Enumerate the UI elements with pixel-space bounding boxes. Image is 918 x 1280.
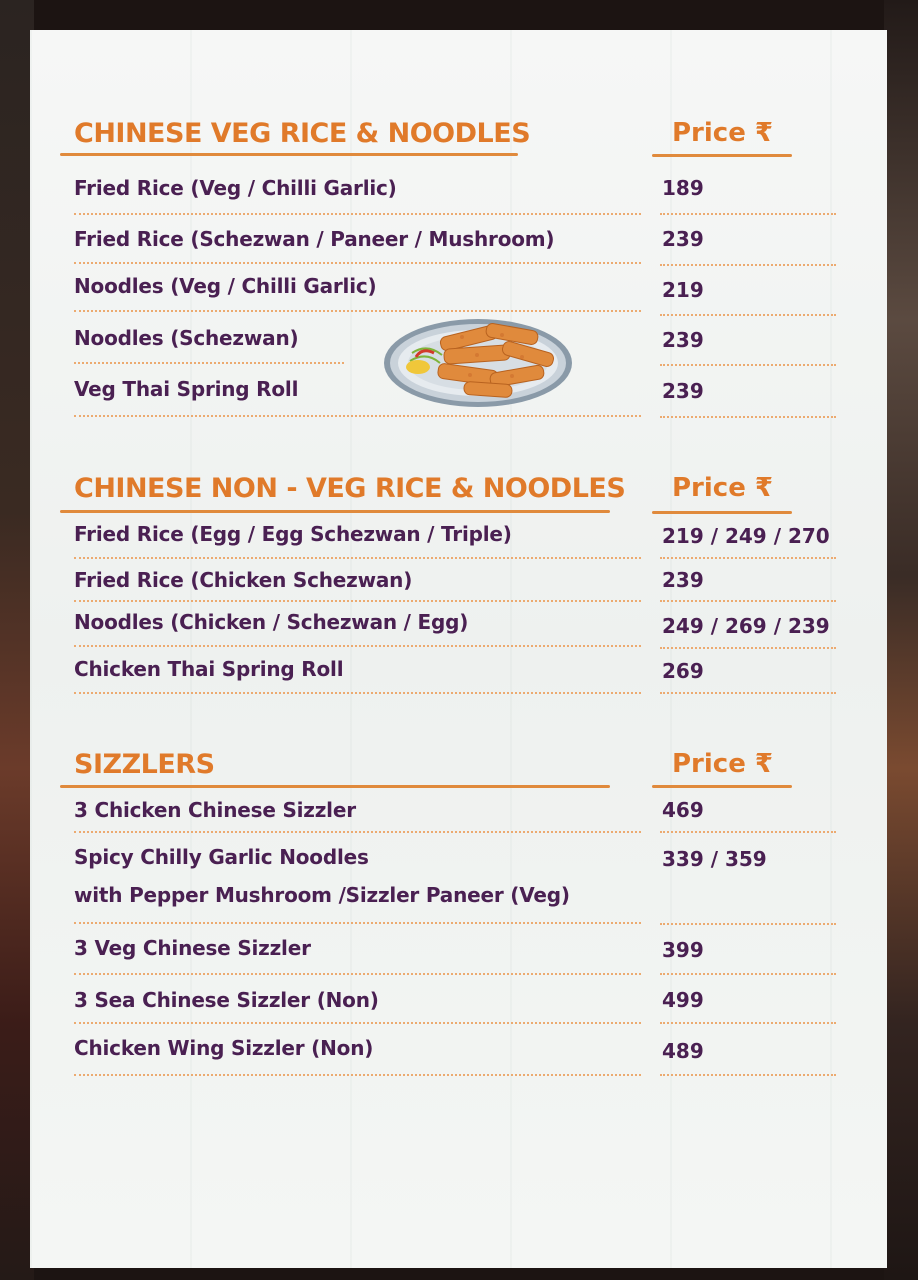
- dotted-divider: [74, 1074, 641, 1076]
- item-name: Noodles (Schezwan): [74, 326, 299, 350]
- dotted-divider: [74, 362, 344, 364]
- item-name-line1: Spicy Chilly Garlic Noodles: [74, 845, 369, 869]
- background-right: [884, 0, 918, 1280]
- menu-card: [30, 30, 887, 1268]
- dotted-divider: [74, 973, 641, 975]
- item-price: 489: [662, 1039, 704, 1063]
- dotted-divider: [660, 314, 836, 316]
- section-title: SIZZLERS: [74, 749, 215, 780]
- dotted-divider: [660, 831, 836, 833]
- section-title-underline: [60, 785, 610, 788]
- item-price: 469: [662, 798, 704, 822]
- item-name: Chicken Wing Sizzler (Non): [74, 1036, 374, 1060]
- dotted-divider: [660, 1074, 836, 1076]
- price-header-underline: [652, 511, 792, 514]
- item-name: Fried Rice (Egg / Egg Schezwan / Triple): [74, 522, 512, 546]
- item-price: 219: [662, 278, 704, 302]
- price-header: Price ₹: [672, 749, 773, 779]
- section-title-underline: [60, 510, 610, 513]
- price-header: Price ₹: [672, 118, 773, 148]
- item-name: Noodles (Chicken / Schezwan / Egg): [74, 610, 469, 634]
- dotted-divider: [74, 831, 641, 833]
- item-name-line2: with Pepper Mushroom /Sizzler Paneer (Veg): [74, 883, 570, 907]
- item-price: 339 / 359: [662, 847, 767, 871]
- dotted-divider: [660, 923, 836, 925]
- item-name: 3 Chicken Chinese Sizzler: [74, 798, 356, 822]
- price-header-underline: [652, 785, 792, 788]
- dotted-divider: [660, 692, 836, 694]
- item-name: Fried Rice (Schezwan / Paneer / Mushroom): [74, 227, 555, 251]
- section-title: CHINESE NON - VEG RICE & NOODLES: [74, 473, 626, 504]
- dotted-divider: [660, 647, 836, 649]
- item-name: Veg Thai Spring Roll: [74, 377, 299, 401]
- background-left: [0, 0, 34, 1280]
- item-name: 3 Veg Chinese Sizzler: [74, 936, 311, 960]
- section-title: CHINESE VEG RICE & NOODLES: [74, 118, 531, 149]
- item-name: 3 Sea Chinese Sizzler (Non): [74, 988, 379, 1012]
- dotted-divider: [660, 600, 836, 602]
- dotted-divider: [74, 1022, 641, 1024]
- spring-roll-plate-icon: [382, 313, 574, 409]
- dotted-divider: [660, 973, 836, 975]
- dotted-divider: [660, 213, 836, 215]
- dotted-divider: [660, 264, 836, 266]
- dotted-divider: [74, 922, 641, 924]
- item-price: 239: [662, 328, 704, 352]
- dotted-divider: [660, 557, 836, 559]
- item-price: 499: [662, 988, 704, 1012]
- item-name: Fried Rice (Chicken Schezwan): [74, 568, 413, 592]
- item-price: 189: [662, 176, 704, 200]
- item-name: Chicken Thai Spring Roll: [74, 657, 344, 681]
- item-name: [74, 845, 570, 907]
- price-header-underline: [652, 154, 792, 157]
- item-price: 239: [662, 568, 704, 592]
- item-name: Noodles (Veg / Chilli Garlic): [74, 274, 377, 298]
- dotted-divider: [74, 213, 641, 215]
- section-title-underline: [60, 153, 518, 156]
- price-header: Price ₹: [672, 473, 773, 503]
- dotted-divider: [660, 364, 836, 366]
- dotted-divider: [74, 600, 641, 602]
- dotted-divider: [74, 310, 641, 312]
- item-price: 219 / 249 / 270: [662, 524, 830, 548]
- dotted-divider: [660, 1022, 836, 1024]
- item-price: 239: [662, 379, 704, 403]
- dotted-divider: [74, 262, 641, 264]
- item-price: 249 / 269 / 239: [662, 614, 830, 638]
- item-price: 269: [662, 659, 704, 683]
- item-price: 399: [662, 938, 704, 962]
- item-price: 239: [662, 227, 704, 251]
- dotted-divider: [660, 416, 836, 418]
- dotted-divider: [74, 415, 641, 417]
- dotted-divider: [74, 645, 641, 647]
- item-name: Fried Rice (Veg / Chilli Garlic): [74, 176, 397, 200]
- dotted-divider: [74, 557, 641, 559]
- dotted-divider: [74, 692, 641, 694]
